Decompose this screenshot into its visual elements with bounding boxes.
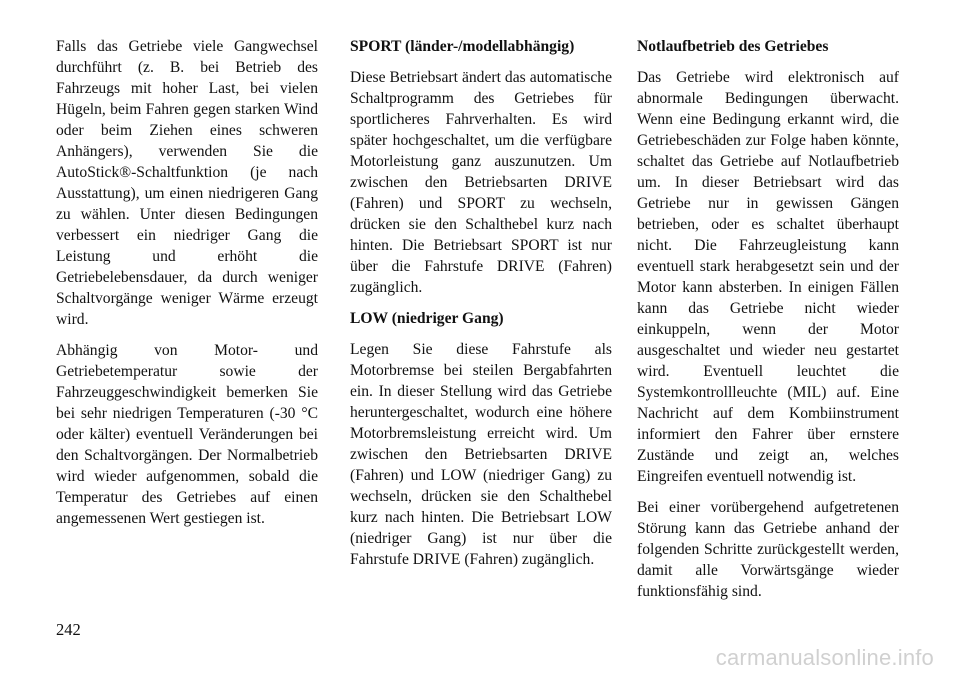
watermark: carmanualsonline.info [715,645,934,670]
heading-low-gear: LOW (niedriger Gang) [350,310,504,327]
column-middle [350,36,612,580]
paragraph-gear-changes: Falls das Getriebe viele Gangwechsel durchführt (z. B. bei Betrieb des Fahrzeugs mit hoher Last, bei vielen Hügeln, beim Fahren gegen starken Wind oder beim Ziehen eines schweren Anhängers), verwenden Sie die AutoStick®-Schaltfunktion (je nach Ausstattung), um einen niedrigeren Gang zu wählen. Unter diesen Bedingungen verbessert ein niedriger Gang die Leistung und erhöht die Getriebelebensdauer, da durch weniger Schaltvorgänge weniger Wärme erzeugt wird. [56,38,318,328]
column-left [56,36,318,539]
page-number: 242 [56,620,81,639]
paragraph-sport-mode: Diese Betriebsart ändert das automatische Schaltprogramm des Getriebes für sportlicheres Fahrverhalten. Es wird später hochgeschaltet, um die verfügbare Motorleistung ganz auszunutzen. Um zwischen den Betriebsarten DRIVE (Fahren) und SPORT zu wechseln, drücken sie den Schalthebel kurz nach hinten. Die Betriebsart SPORT ist nur über die Fahrstufe DRIVE (Fahren) zugänglich. [350,69,612,296]
paragraph-low-gear: Legen Sie diese Fahrstufe als Motorbremse bei steilen Bergabfahrten ein. In dieser Stellung wird das Getriebe heruntergeschaltet, wodurch eine höhere Motorbremsleistung erreicht wird. Um zwischen den Betriebsarten DRIVE (Fahren) und LOW (niedriger Gang) zu wechseln, drücken sie den Schalthebel kurz nach hinten. Die Betriebsart LOW (niedriger Gang) ist nur über die Fahrstufe DRIVE (Fahren) zugänglich. [350,341,612,568]
column-right [637,36,899,612]
heading-sport-mode: SPORT (länder-/modellabhängig) [350,38,575,55]
paragraph-limp-mode: Das Getriebe wird elektronisch auf abnormale Bedingungen überwacht. Wenn eine Bedingung erkannt wird, die Getriebeschäden zur Folge haben könnte, schaltet das Getriebe auf Notlaufbetrieb um. In dieser Betriebsart wird das Getriebe nur in gewissen Gängen betrieben, oder es schaltet überhaupt nicht. Die Fahrzeugleistung kann eventuell stark herabgesetzt sein und der Motor kann absterben. In einigen Fällen kann das Getriebe nicht wieder einkuppeln, wenn der Motor ausgeschaltet und wieder neu gestartet wird. Eventuell leuchtet die Systemkontrollleuchte (MIL) auf. Eine Nachricht auf dem Kombiinstrument informiert den Fahrer über ernstere Zustände und zeigt an, welches Eingreifen eventuell notwendig ist. [637,69,899,485]
paragraph-low-temperature: Abhängig von Motor- und Getriebetemperatur sowie der Fahrzeuggeschwindigkeit bemerken Sie bei sehr niedrigen Temperaturen (-30 °C oder kälter) eventuell Veränderungen bei den Schaltvorgängen. Der Normalbetrieb wird wieder aufgenommen, sobald die Temperatur des Getriebes auf einen angemessenen Wert gestiegen ist. [56,342,318,527]
paragraph-reset-steps: Bei einer vorübergehend aufgetretenen Störung kann das Getriebe anhand der folgenden Schritte zurückgestellt werden, damit alle Vorwärtsgänge wieder funktionsfähig sind. [637,499,899,600]
heading-limp-mode: Notlaufbetrieb des Getriebes [637,38,829,55]
